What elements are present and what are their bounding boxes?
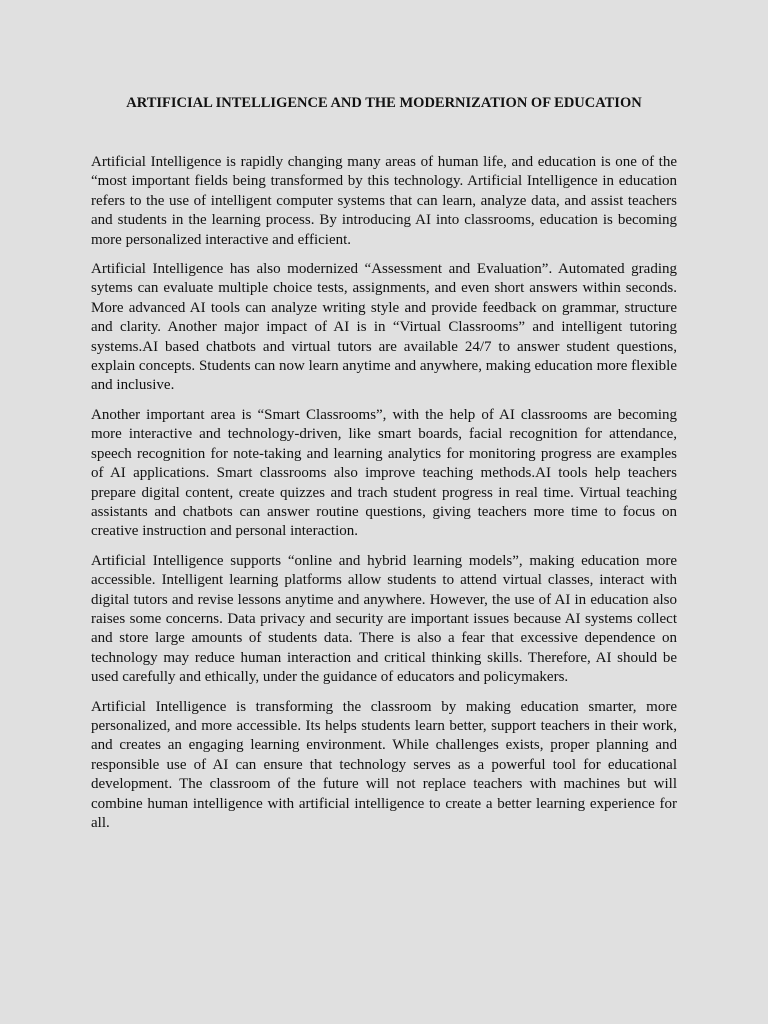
document-title: ARTIFICIAL INTELLIGENCE AND THE MODERNIZATION OF EDUCATION <box>126 95 642 111</box>
paragraph-1: Artificial Intelligence is rapidly changing many areas of human life, and education is one of the “most important fields being transformed by this technology. Artificial Intelligence in education refers to the use of intelligent computer systems that can learn, analyze data, and assist teachers and students in the learning process. By introducing AI into classrooms, education is becoming more personalized interactive and efficient. <box>91 154 677 248</box>
paragraph-2: Artificial Intelligence has also modernized “Assessment and Evaluation”. Automated grading sytems can evaluate multiple choice tests, assignments, and even short answers within seconds. More advanced AI tools can analyze writing style and provide feedback on grammar, structure and clarity. Another major impact of AI is in “Virtual Classrooms” and intelligent tutoring systems.AI based chatbots and virtual tutors are available 24/7 to answer student questions, explain concepts. Students can now learn anytime and anywhere, making education more flexible and inclusive. <box>91 261 677 394</box>
paragraph-4: Artificial Intelligence supports “online and hybrid learning models”, making education more accessible. Intelligent learning platforms allow students to attend virtual classes, interact with digital tutors and revise lessons anytime and anywhere. However, the use of AI in education also raises some concerns. Data privacy and security are important issues because AI systems collect and store large amounts of students data. There is also a fear that excessive dependence on technology may reduce human interaction and critical thinking skills. Therefore, AI should be used carefully and ethically, under the guidance of educators and policymakers. <box>91 552 677 686</box>
paragraph-3: Another important area is “Smart Classrooms”, with the help of AI classrooms are becoming more interactive and technology-driven, like smart boards, facial recognition for attendance, speech recognition for note-taking and learning analytics for monitoring progress are examples of AI applications. Smart classrooms also improve teaching methods.AI tools help teachers prepare digital content, create quizzes and trach student progress in real time. Virtual teaching assistants and chatbots can answer routine questions, giving teachers more time to focus on creative instruction and personal interaction. <box>91 406 677 540</box>
paragraph-5: Artificial Intelligence is transforming the classroom by making education smarter, more personalized, and more accessible. Its helps students learn better, support teachers in their work, and creates an engaging learning environment. While challenges exists, proper planning and responsible use of AI can ensure that technology serves as a powerful tool for educational development. The classroom of the future will not replace teachers with machines but will combine human intelligence with artificial intelligence to create a better learning experience for all. <box>91 698 677 831</box>
